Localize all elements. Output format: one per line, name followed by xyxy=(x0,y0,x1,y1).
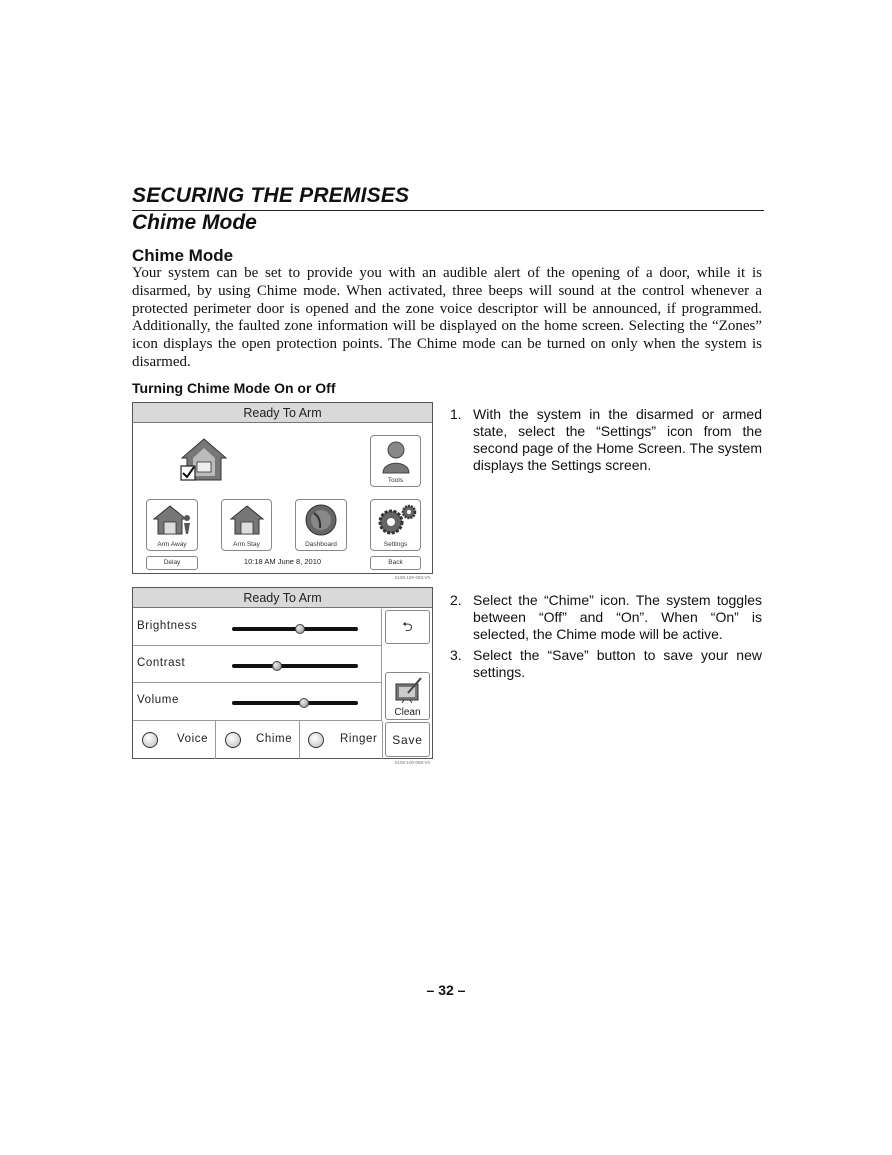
slider-thumb[interactable] xyxy=(272,661,282,671)
chime-radio[interactable] xyxy=(225,732,241,748)
contrast-slider[interactable] xyxy=(232,664,358,668)
return-arrow-icon: ⮌ xyxy=(402,620,413,635)
step-number: 3. xyxy=(450,647,462,663)
ringer-option[interactable] xyxy=(300,721,383,759)
volume-row xyxy=(133,683,382,721)
page-number: – 32 – xyxy=(426,982,466,998)
volume-slider[interactable] xyxy=(232,701,358,705)
clean-label: Clean xyxy=(394,707,421,718)
home-screen-figure xyxy=(132,402,433,580)
settings-tile[interactable] xyxy=(370,499,421,551)
house-check-icon xyxy=(179,436,229,482)
step-number: 2. xyxy=(450,592,462,608)
date-time-readout: 10:18 AM June 8, 2010 xyxy=(243,557,322,566)
dashboard-label: Dashboard xyxy=(305,541,337,548)
house-away-icon xyxy=(152,504,192,536)
brightness-row xyxy=(133,609,382,646)
content-subheading: Turning Chime Mode On or Off xyxy=(132,380,336,396)
brightness-label: Brightness xyxy=(137,620,198,632)
subsection-title: Chime Mode xyxy=(132,211,257,234)
arm-away-label: Arm Away xyxy=(157,541,187,548)
ringer-radio[interactable] xyxy=(308,732,324,748)
voice-radio[interactable] xyxy=(142,732,158,748)
settings-label: Settings xyxy=(383,541,408,548)
screen-status-header: Ready To Arm xyxy=(133,588,432,608)
step-number: 1. xyxy=(450,406,462,422)
content-heading: Chime Mode xyxy=(132,246,234,265)
settings-screen-figure xyxy=(132,587,433,765)
arm-stay-tile[interactable] xyxy=(221,499,272,551)
steps-group-2 xyxy=(450,592,762,685)
arm-away-tile[interactable] xyxy=(146,499,198,551)
voice-option[interactable] xyxy=(133,721,216,759)
step-text: Select the “Chime” icon. The system toggles between “Off” and “On”. When “On” is selected, the Chime mode will be active. xyxy=(473,592,762,642)
step-item xyxy=(450,406,762,474)
brightness-slider[interactable] xyxy=(232,627,358,631)
tools-label: Tools xyxy=(387,477,404,484)
volume-label: Volume xyxy=(137,694,179,706)
screen-status-header: Ready To Arm xyxy=(133,403,432,423)
figure-code: 5100-100-088-V0 xyxy=(394,760,430,765)
step-text: Select the “Save” button to save your new settings. xyxy=(473,647,762,680)
chime-option[interactable] xyxy=(216,721,300,759)
ringer-label: Ringer xyxy=(340,733,378,745)
gears-icon xyxy=(375,503,417,537)
step-item xyxy=(450,647,762,681)
steps-group-1 xyxy=(450,406,762,478)
step-item xyxy=(450,592,762,643)
arm-stay-label: Arm Stay xyxy=(233,541,260,548)
tv-brush-icon xyxy=(394,676,424,704)
house-stay-icon xyxy=(229,504,265,536)
body-paragraph: Your system can be set to provide you with an audible alert of the opening of a door, while it is disarmed, by using Chime mode. When activated, three beeps will sound at the control whenever a protected perimeter door is opened and the zone voice descriptor will be announced, if programmed. Additionally, the faulted zone information will be displayed on the home screen. Selecting the “Zones” icon displays the open protection points. The Chime mode can be turned on only when the system is disarmed. xyxy=(132,265,762,370)
tools-tile[interactable] xyxy=(370,435,421,487)
delay-button[interactable]: Delay xyxy=(146,556,198,570)
chime-label: Chime xyxy=(256,733,293,745)
person-icon xyxy=(381,440,411,474)
step-text: With the system in the disarmed or armed state, select the “Settings” icon from the second page of the Home Screen. The system displays the Settings screen. xyxy=(473,406,762,473)
slider-thumb[interactable] xyxy=(295,624,305,634)
contrast-label: Contrast xyxy=(137,657,186,669)
back-button[interactable]: Back xyxy=(370,556,421,570)
contrast-row xyxy=(133,646,382,683)
figure-code: 5100-100-083-V0 xyxy=(394,575,430,580)
section-title: SECURING THE PREMISES xyxy=(132,184,410,207)
dashboard-globe-icon xyxy=(304,503,338,537)
dashboard-tile[interactable] xyxy=(295,499,347,551)
back-return-button[interactable] xyxy=(385,610,430,644)
slider-thumb[interactable] xyxy=(299,698,309,708)
save-button[interactable]: Save xyxy=(385,722,430,757)
clean-button[interactable] xyxy=(385,672,430,720)
voice-label: Voice xyxy=(177,733,209,745)
